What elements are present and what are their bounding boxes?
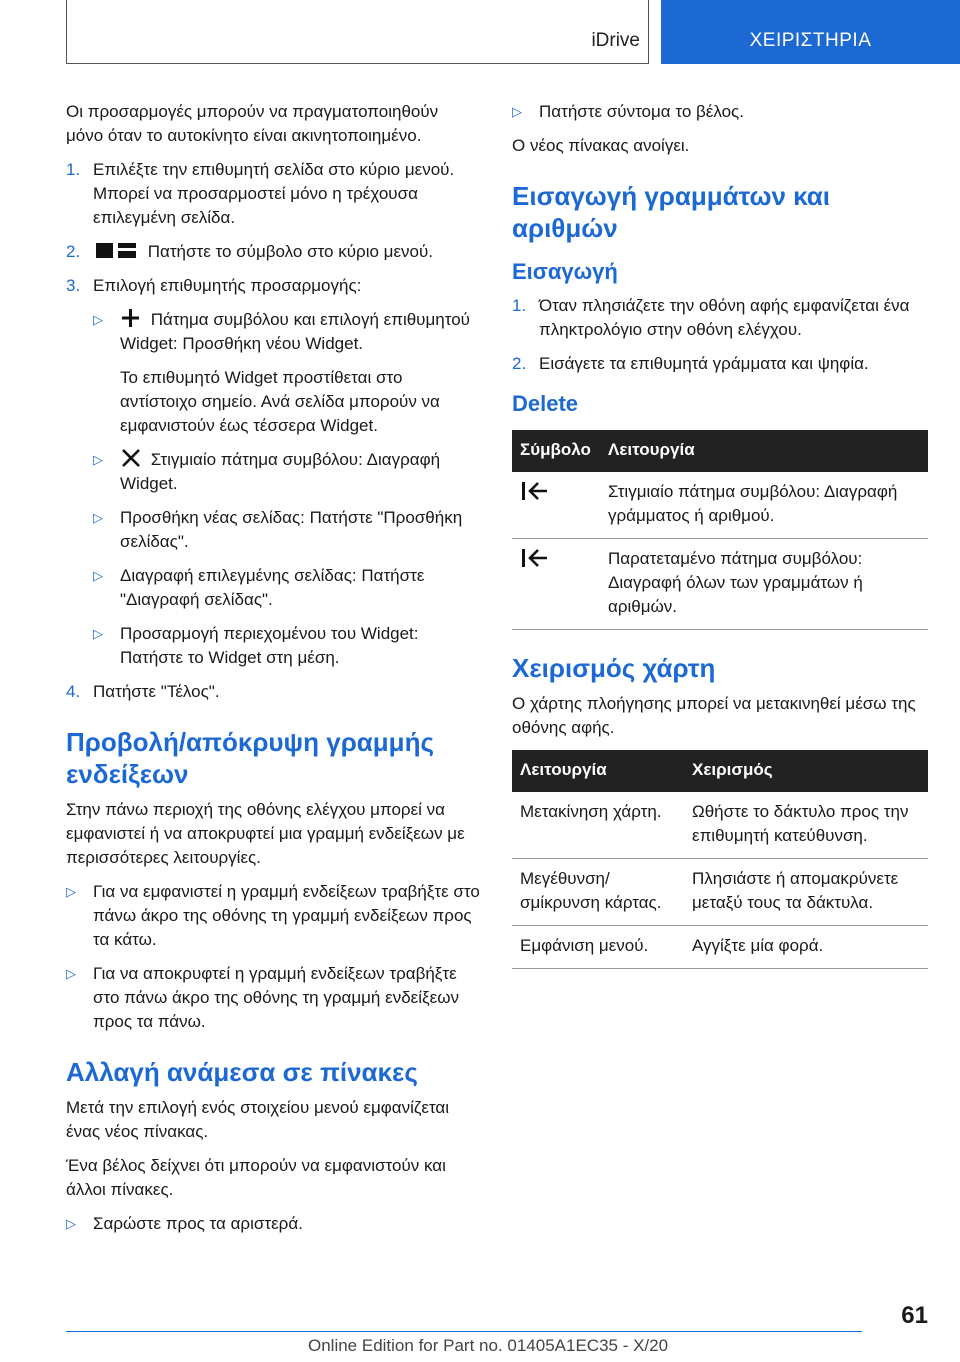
footer-rule [66, 1331, 862, 1332]
header-section-label: iDrive [591, 30, 640, 51]
step-text: Όταν πλησιάζετε την οθόνη αφής εμφανίζεται ένα πληκτρολόγιο στην οθόνη ελέγχου. [539, 296, 910, 339]
step-number: 1. [66, 160, 81, 179]
step-text: Πατήστε το σύμβολο στο κύριο μενού. [147, 242, 433, 261]
table-row [512, 792, 928, 859]
step-number: 3. [66, 276, 81, 295]
menu-edit-icon [93, 240, 139, 260]
panels-heading: Αλλαγή ανάμεσα σε πίνακες [66, 1057, 418, 1087]
panels-bullet [66, 1212, 480, 1236]
table-row [512, 859, 928, 926]
header-rule-left [66, 0, 67, 64]
close-icon [120, 448, 142, 468]
table-row [512, 472, 928, 539]
table-cell: Μεγέθυνση/ σμίκρυνση κάρτας. [512, 859, 684, 926]
bullet-add-widget [93, 308, 480, 356]
add-widget-note: Το επιθυμητό Widget προστίθεται στο αντίστοιχο σημείο. Ανά σελίδα μπορούν να εμφανιστούν έως τέσσερα Widget. [120, 368, 440, 435]
table-cell: Αγγίξτε μία φορά. [684, 926, 928, 969]
panels-paragraph-2: Ένα βέλος δείχνει ότι μπορούν να εμφανιστούν και άλλοι πίνακες. [66, 1156, 446, 1199]
panels-paragraph-1: Μετά την επιλογή ενός στοιχείου μενού εμφανίζεται ένας νέος πίνακας. [66, 1098, 450, 1141]
bullet-text: Για να εμφανιστεί η γραμμή ενδείξεων τραβήξτε στο πάνω άκρο της οθόνης τη γραμμή ενδείξεων προς τα κάτω. [93, 882, 480, 949]
table-header: Λειτουργία [600, 430, 928, 472]
bullet-delete-widget [93, 448, 480, 496]
bullet-marker: ▷ [66, 1216, 76, 1231]
bullet-marker: ▷ [93, 568, 103, 583]
step-text: Επιλογή επιθυμητής προσαρμογής: [93, 276, 362, 295]
statusbar-heading: Προβολή/απόκρυψη γραμμής ενδείξεων [66, 727, 434, 789]
step-number: 2. [66, 242, 81, 261]
delete-table [512, 430, 928, 630]
step-text-wrap [93, 240, 480, 264]
bullet-adjust-widget [93, 622, 480, 670]
bullet-marker: ▷ [93, 452, 103, 467]
bullet-text: Προσθήκη νέας σελίδας: Πατήστε "Προσθήκη σελίδας". [120, 508, 463, 551]
table-cell: Ωθήστε το δάκτυλο προς την επιθυμητή κατεύθυνση. [684, 792, 928, 859]
table-cell-icon [512, 539, 600, 630]
table-cell: Πλησιάστε ή απομακρύνετε μεταξύ τους τα δάκτυλα. [684, 859, 928, 926]
table-cell: Εμφάνιση μενού. [512, 926, 684, 969]
table-cell: Μετακίνηση χάρτη. [512, 792, 684, 859]
table-cell-icon [512, 472, 600, 539]
step-4 [66, 680, 480, 704]
backspace-icon [520, 480, 550, 502]
bullet-marker: ▷ [93, 312, 103, 327]
left-column [66, 100, 480, 1246]
bullet-text: Πάτημα συμβόλου και επιλογή επιθυμητού Widget: Προσθήκη νέου Widget. [120, 310, 470, 353]
map-table [512, 750, 928, 969]
intro-paragraph: Οι προσαρμογές μπορούν να πραγματοποιηθούν μόνο όταν το αυτοκίνητο είναι ακινητοποιημένο. [66, 102, 439, 145]
table-cell: Στιγμιαίο πάτημα συμβόλου: Διαγραφή γράμματος ή αριθμού. [600, 472, 928, 539]
bullet-text: Διαγραφή επιλεγμένης σελίδας: Πατήστε "Διαγραφή σελίδας". [120, 566, 425, 609]
statusbar-bullet-hide [66, 962, 480, 1034]
bullet-text: Πατήστε σύντομα το βέλος. [539, 102, 744, 121]
step-number: 2. [512, 354, 527, 373]
bullet-marker: ▷ [512, 104, 522, 119]
map-intro: Ο χάρτης πλοήγησης μπορεί να μετακινηθεί μέσω της οθόνης αφής. [512, 694, 916, 737]
plus-icon [120, 308, 142, 328]
table-row [512, 539, 928, 630]
table-cell: Παρατεταμένο πάτημα συμβόλου: Διαγραφή όλων των γραμμάτων ή αριθμών. [600, 539, 928, 630]
backspace-icon [520, 547, 550, 569]
bullet-marker: ▷ [66, 884, 76, 899]
table-header: Λειτουργία [512, 750, 684, 792]
bullet-text: Για να αποκρυφτεί η γραμμή ενδείξεων τραβήξτε στο πάνω άκρο της οθόνης τη γραμμή ενδείξεων προς τα πάνω. [93, 964, 459, 1031]
input-heading: Εισαγωγή γραμμάτων και αριθμών [512, 181, 831, 243]
step-number: 4. [66, 682, 81, 701]
delete-heading: Delete [512, 391, 579, 416]
right-column [512, 100, 928, 983]
table-header: Σύμβολο [512, 430, 600, 472]
step-number: 1. [512, 296, 527, 315]
statusbar-bullet-show [66, 880, 480, 952]
header-chapter-tab[interactable]: ΧΕΙΡΙΣΤΗΡΙΑ [661, 0, 960, 64]
table-row [512, 926, 928, 969]
bullet-text: Προσαρμογή περιεχομένου του Widget: Πατήστε το Widget στη μέση. [120, 624, 419, 667]
input-step-1 [512, 294, 928, 342]
header-rule-bottom [66, 63, 649, 64]
statusbar-intro: Στην πάνω περιοχή της οθόνης ελέγχου μπορεί να εμφανιστεί ή να αποκρυφτεί μια γραμμή ενδείξεων με περισσότερες λειτουργίες. [66, 800, 465, 867]
page-number: 61 [901, 1302, 928, 1329]
bullet-delete-page [93, 564, 480, 612]
table-header-row [512, 430, 928, 472]
arrow-bullet [512, 100, 928, 124]
header-rule-right [648, 0, 649, 64]
table-header: Χειρισμός [684, 750, 928, 792]
footer-edition: Online Edition for Part no. 01405A1EC35 - X/20 [308, 1336, 669, 1355]
table-header-row [512, 750, 928, 792]
bullet-marker: ▷ [66, 966, 76, 981]
bullet-text: Στιγμιαίο πάτημα συμβόλου: Διαγραφή Widget. [120, 450, 441, 493]
bullet-add-page [93, 506, 480, 554]
bullet-text: Σαρώστε προς τα αριστερά. [93, 1214, 303, 1233]
step-text: Πατήστε "Τέλος". [93, 682, 220, 701]
bullet-marker: ▷ [93, 626, 103, 641]
new-panel-text: Ο νέος πίνακας ανοίγει. [512, 136, 690, 155]
bullet-marker: ▷ [93, 510, 103, 525]
step-1 [66, 158, 480, 230]
step-3 [66, 274, 480, 298]
step-text: Επιλέξτε την επιθυμητή σελίδα στο κύριο μενού. Μπορεί να προσαρμοστεί μόνο η τρέχουσα επιλεγμένη σελίδα. [93, 160, 455, 227]
step-text: Εισάγετε τα επιθυμητά γράμματα και ψηφία. [539, 354, 869, 373]
step-2 [66, 240, 480, 264]
map-heading: Χειρισμός χάρτη [512, 653, 716, 683]
input-step-2 [512, 352, 928, 376]
input-subheading: Εισαγωγή [512, 259, 618, 284]
